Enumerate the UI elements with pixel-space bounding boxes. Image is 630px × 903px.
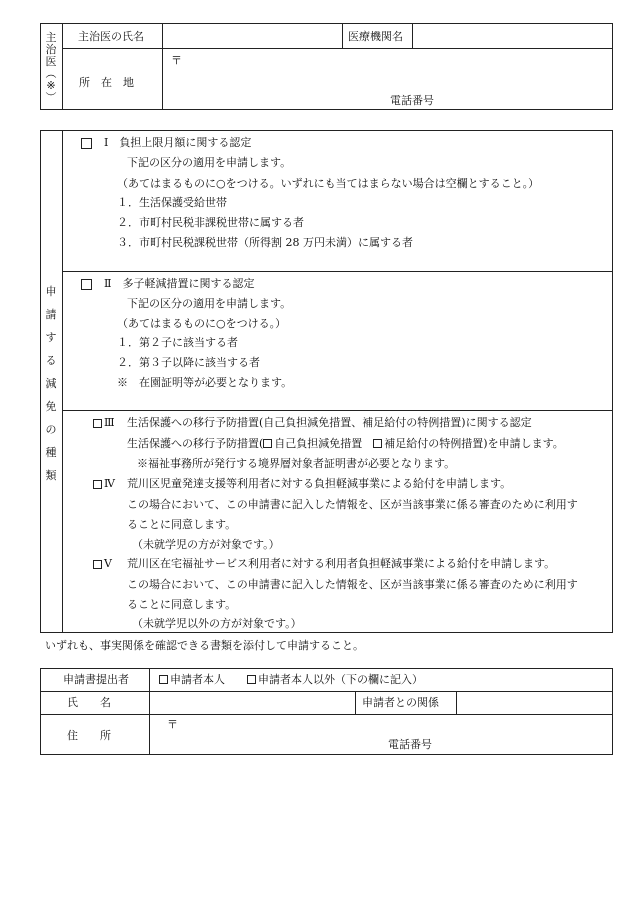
section4-num: Ⅳ [104, 477, 115, 490]
section3-checkbox[interactable] [93, 419, 102, 428]
physician-vertical-char: ︵ [45, 67, 57, 80]
reduction-vertical-char: 種 [45, 446, 57, 459]
institution-label: 医療機関名 [348, 30, 403, 43]
section2-line2: （あてはまるものに○をつける。） [117, 317, 287, 330]
section5-title: 荒川区在宅福祉サービス利用者に対する利用者負担軽減事業による給付を申請します。 [127, 557, 556, 570]
section5-line2: ることに同意します。 [127, 598, 237, 611]
section5-line3: （未就学児以外の方が対象です。） [132, 617, 302, 630]
physician-vertical-char: 主 [45, 31, 57, 44]
self-burden-reduction-checkbox[interactable] [263, 439, 272, 448]
submitter-address-field[interactable] [150, 715, 612, 754]
relation-label: 申請者との関係 [362, 696, 439, 709]
section1-line1: 下記の区分の適用を申請します。 [127, 156, 292, 169]
reduction-vertical-char: 減 [45, 377, 57, 390]
submitter-postal-mark: 〒 [167, 718, 178, 731]
supplementary-benefit-checkbox[interactable] [373, 439, 382, 448]
section2-line1: 下記の区分の適用を申請します。 [127, 297, 292, 310]
section3-title: 生活保護への移行予防措置(自己負担減免措置、補足給付の特例措置)に関する認定 [127, 416, 532, 429]
section4-checkbox[interactable] [93, 480, 102, 489]
section1-title: Ⅰ 負担上限月額に関する認定 [104, 136, 252, 149]
submitter-name-label: 氏 名 [67, 696, 111, 709]
section4-line1: この場合において、この申請書に記入した情報を、区が当該事業に係る審査のために利用す [127, 498, 578, 511]
physician-phone-label: 電話番号 [390, 94, 434, 107]
section1-item-2[interactable]: ２．市町村民税非課税世帯に属する者 [117, 216, 304, 229]
reduction-vertical-char: す [45, 331, 57, 344]
section1-item-1[interactable]: １．生活保護受給世帯 [117, 196, 227, 209]
submitter-name-field[interactable] [150, 692, 354, 713]
section1-line2: （あてはまるものに○をつける。いずれにも当てはまらない場合は空欄とすること。） [117, 177, 540, 190]
physician-vertical-char: 治 [45, 43, 57, 56]
submitter-other-checkbox[interactable] [247, 675, 256, 684]
section3-num: Ⅲ [104, 416, 115, 429]
physician-vertical-char: 医 [45, 55, 57, 68]
submitter-address-label: 住 所 [67, 729, 111, 742]
physician-address-field[interactable] [163, 49, 612, 109]
reduction-vertical-char: の [45, 423, 57, 436]
section2-item-2[interactable]: ２．第３子以降に該当する者 [117, 356, 260, 369]
section1-item-3[interactable]: ３．市町村民税課税世帯（所得割 28 万円未満）に属する者 [117, 236, 413, 249]
reduction-vertical-char: 申 [45, 285, 57, 298]
submitter-label: 申請書提出者 [63, 673, 129, 686]
section2-item-1[interactable]: １．第２子に該当する者 [117, 336, 238, 349]
section4-line3: （未就学児の方が対象です。） [132, 538, 280, 551]
section4-title: 荒川区児童発達支援等利用者に対する負担軽減事業による給付を申請します。 [127, 477, 512, 490]
institution-field[interactable] [413, 24, 612, 47]
physician-name-label: 主治医の氏名 [78, 30, 144, 43]
reduction-vertical-char: る [45, 354, 57, 367]
section2-note: ※ 在園証明等が必要となります。 [117, 376, 293, 389]
physician-name-field[interactable] [163, 24, 341, 47]
section5-checkbox[interactable] [93, 560, 102, 569]
physician-postal-mark: 〒 [171, 54, 182, 67]
reduction-vertical-label [44, 280, 58, 487]
reduction-table-divider [62, 410, 613, 411]
section3-note: ※福祉事務所が発行する境界層対象者証明書が必要となります。 [137, 457, 456, 470]
reduction-vertical-char: 免 [45, 400, 57, 413]
section3-line1 [127, 437, 564, 451]
physician-table-divider [62, 23, 63, 110]
physician-vertical-label [44, 32, 58, 104]
submitter-other-label: 申請者本人以外（下の欄に記入） [258, 673, 423, 686]
submitter-self-checkbox[interactable] [159, 675, 168, 684]
submitter-table-divider [355, 691, 356, 714]
relation-field[interactable] [457, 692, 612, 713]
reduction-vertical-char: 請 [45, 308, 57, 321]
physician-table-divider [342, 23, 343, 48]
section3-line1-b: 自己負担減免措置 [274, 437, 374, 450]
section2-checkbox[interactable] [81, 279, 92, 290]
submitter-options [159, 673, 423, 687]
physician-vertical-char: ※ [46, 79, 56, 92]
submitter-phone-label: 電話番号 [388, 738, 432, 751]
reduction-table-divider [62, 271, 613, 272]
section5-num: Ⅴ [104, 557, 112, 570]
footnote: いずれも、事実関係を確認できる書類を添付して申請すること。 [45, 639, 364, 652]
section4-line2: ることに同意します。 [127, 518, 237, 531]
section5-line1: この場合において、この申請書に記入した情報を、区が当該事業に係る審査のために利用す [127, 578, 578, 591]
physician-vertical-char: ︶ [45, 91, 57, 104]
physician-address-label: 所 在 地 [79, 76, 134, 89]
reduction-table-divider [62, 130, 63, 633]
submitter-self-label: 申請者本人 [170, 673, 225, 686]
section1-checkbox[interactable] [81, 138, 92, 149]
section3-line1-a: 生活保護への移行予防措置( [127, 437, 264, 450]
section3-line1-c: 補足給付の特例措置)を申請します。 [384, 437, 564, 450]
section2-title: Ⅱ 多子軽減措置に関する認定 [104, 277, 255, 290]
reduction-vertical-char: 類 [45, 469, 57, 482]
